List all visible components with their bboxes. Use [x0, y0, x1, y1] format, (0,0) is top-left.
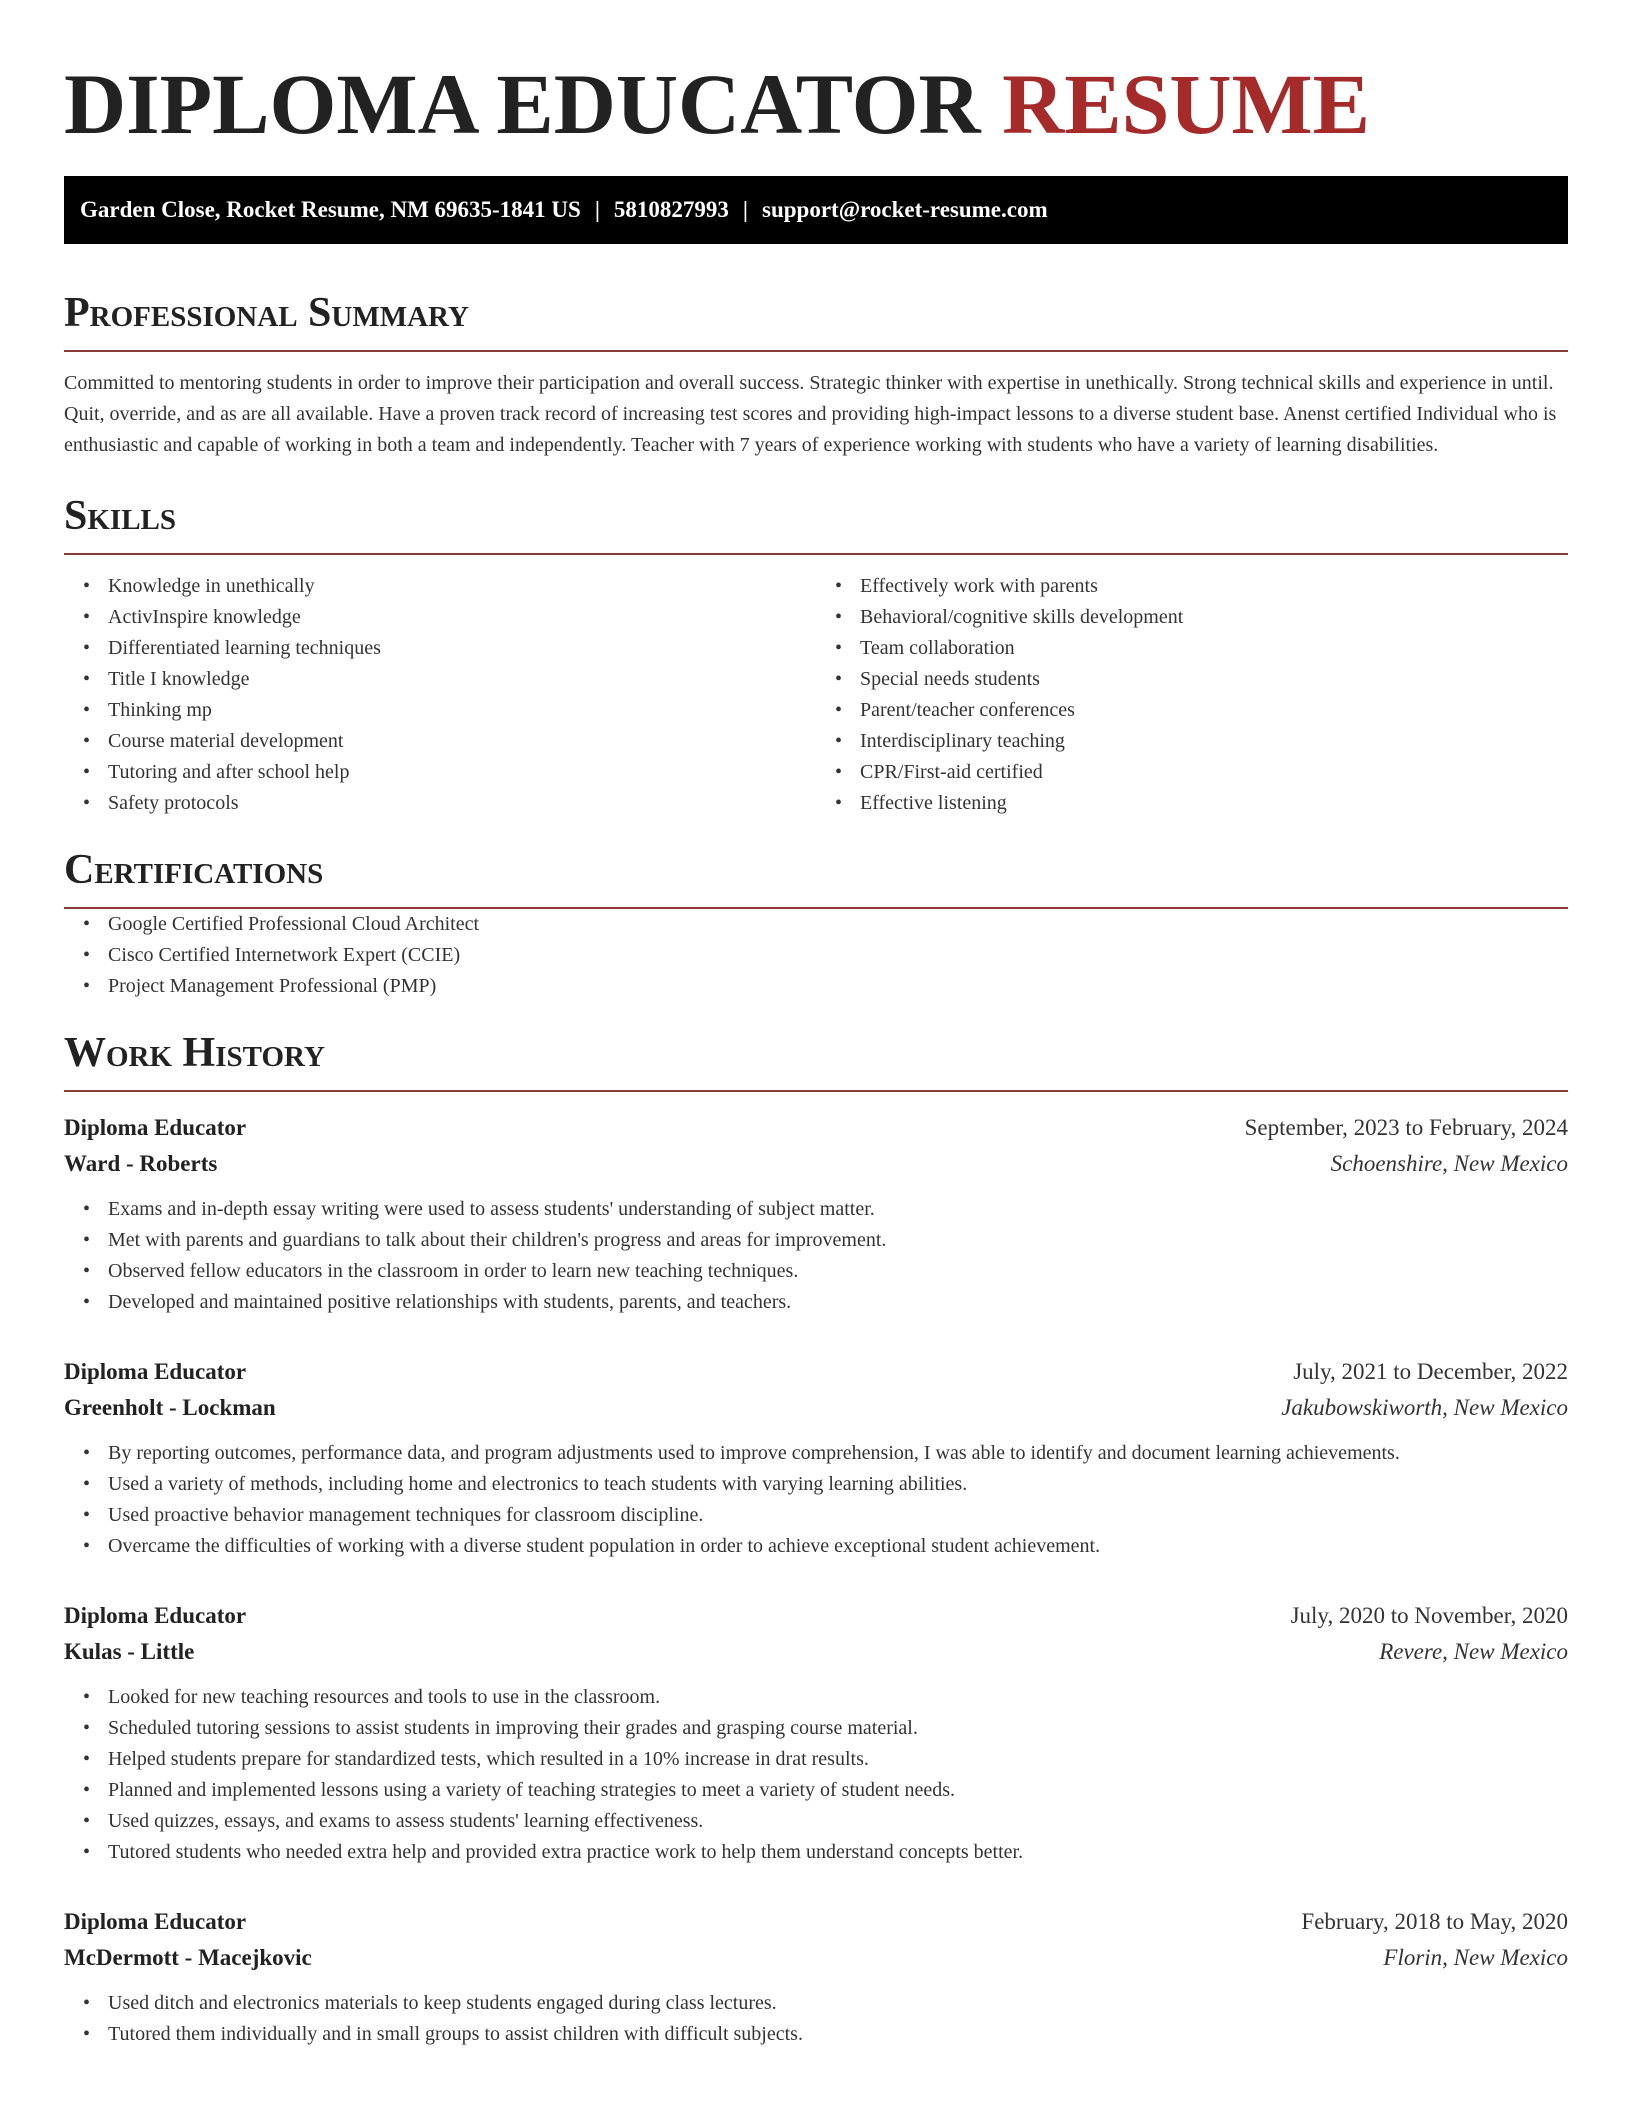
contact-bar [64, 176, 1568, 244]
job-duty-item: • Used proactive behavior management techniques for classroom discipline. [108, 1500, 1568, 1531]
job-entry [64, 1110, 1568, 1318]
job-header-row [64, 1110, 1568, 1146]
job-location: Schoenshire, New Mexico [1330, 1151, 1568, 1176]
job-title: Diploma Educator [64, 1359, 247, 1384]
work-history-heading: Work History [64, 1028, 1568, 1092]
job-entry [64, 1904, 1568, 2050]
job-duty-item: • Met with parents and guardians to talk about their children's progress and areas for improvement. [108, 1225, 1568, 1256]
job-header-row [64, 1904, 1568, 1940]
skill-item: • Differentiated learning techniques [108, 633, 816, 664]
job-entry [64, 1354, 1568, 1562]
skill-item: • Behavioral/cognitive skills development [860, 602, 1568, 633]
skill-item: • Course material development [108, 726, 816, 757]
skills-heading: Skills [64, 491, 1568, 555]
skills-left-column [64, 571, 816, 819]
job-location: Revere, New Mexico [1379, 1639, 1568, 1664]
job-company: Greenholt - Lockman [64, 1395, 276, 1420]
job-company: Ward - Roberts [64, 1151, 218, 1176]
job-company: Kulas - Little [64, 1639, 195, 1664]
skill-item: • Effectively work with parents [860, 571, 1568, 602]
job-duty-item: • Exams and in-depth essay writing were used to assess students' understanding of subject matter. [108, 1194, 1568, 1225]
job-dates: July, 2020 to November, 2020 [1290, 1603, 1568, 1628]
contact-separator: | [594, 197, 600, 222]
summary-text: Committed to mentoring students in order to improve their participation and overall success. Strategic thinker with expertise in unethically. Strong technical skills and experience in until. Quit, override, and as are all available. Have a proven track record of increasing test scores and providing high-impact lessons to a diverse student base. Anenst certified Individual who is enthusiastic and capable of working in both a team and independently. Teacher with 7 years of experience working with students who have a variety of learning disabilities. [64, 372, 1557, 456]
skill-item: • Interdisciplinary teaching [860, 726, 1568, 757]
job-duty-item: • Used ditch and electronics materials to keep students engaged during class lectures. [108, 1988, 1568, 2019]
skill-item: • Effective listening [860, 788, 1568, 819]
skill-item: • Safety protocols [108, 788, 816, 819]
contact-address: Garden Close, Rocket Resume, NM 69635-1841 US [80, 197, 581, 222]
contact-phone: 5810827993 [613, 197, 729, 222]
summary-heading: Professional Summary [64, 288, 1568, 352]
skill-item: • Thinking mp [108, 695, 816, 726]
job-dates: September, 2023 to February, 2024 [1244, 1115, 1568, 1140]
certification-item: • Project Management Professional (PMP) [108, 971, 1568, 1002]
job-duty-item: • Observed fellow educators in the classroom in order to learn new teaching techniques. [108, 1256, 1568, 1287]
certification-item: • Google Certified Professional Cloud Architect [108, 909, 1568, 940]
job-duty-item: • Looked for new teaching resources and tools to use in the classroom. [108, 1682, 1568, 1713]
job-duty-item: • Scheduled tutoring sessions to assist students in improving their grades and grasping course material. [108, 1713, 1568, 1744]
contact-separator: | [742, 197, 748, 222]
work-history-list [64, 1110, 1568, 2050]
skill-item: • Special needs students [860, 664, 1568, 695]
job-duty-item: • Used a variety of methods, including home and electronics to teach students with varying learning abilities. [108, 1469, 1568, 1500]
job-duty-item: • Used quizzes, essays, and exams to assess students' learning effectiveness. [108, 1806, 1568, 1837]
job-duty-item: • Overcame the difficulties of working with a diverse student population in order to achieve exceptional student achievement. [108, 1531, 1568, 1562]
job-duties-list [64, 1438, 1568, 1562]
skill-item: • Title I knowledge [108, 664, 816, 695]
job-duty-item: • Developed and maintained positive relationships with students, parents, and teachers. [108, 1287, 1568, 1318]
job-duty-item: • Helped students prepare for standardized tests, which resulted in a 10% increase in drat results. [108, 1744, 1568, 1775]
job-location: Florin, New Mexico [1383, 1945, 1568, 1970]
skill-item: • CPR/First-aid certified [860, 757, 1568, 788]
certification-item: • Cisco Certified Internetwork Expert (CCIE) [108, 940, 1568, 971]
job-duty-item: • Planned and implemented lessons using a variety of teaching strategies to meet a variety of student needs. [108, 1775, 1568, 1806]
job-dates: February, 2018 to May, 2020 [1301, 1909, 1568, 1934]
job-company: McDermott - Macejkovic [64, 1945, 312, 1970]
resume-title [64, 56, 1568, 152]
job-company-row [64, 1940, 1568, 1976]
job-duty-item: • Tutored them individually and in small groups to assist children with difficult subjects. [108, 2019, 1568, 2050]
skill-item: • Parent/teacher conferences [860, 695, 1568, 726]
contact-email: support@rocket-resume.com [762, 197, 1048, 222]
job-header-row [64, 1354, 1568, 1390]
certifications-list [64, 909, 1568, 1002]
title-accent: RESUME [1002, 56, 1371, 152]
job-duty-item: • By reporting outcomes, performance data, and program adjustments used to improve comprehension, I was able to identify and document learning achievements. [108, 1438, 1568, 1469]
job-duties-list [64, 1682, 1568, 1868]
skill-item: • Tutoring and after school help [108, 757, 816, 788]
skill-item: • Team collaboration [860, 633, 1568, 664]
job-company-row [64, 1634, 1568, 1670]
skills-right-column [816, 571, 1568, 819]
job-header-row [64, 1598, 1568, 1634]
job-entry [64, 1598, 1568, 1868]
job-duties-list [64, 1194, 1568, 1318]
job-title: Diploma Educator [64, 1909, 247, 1934]
job-duties-list [64, 1988, 1568, 2050]
title-main: DIPLOMA EDUCATOR [64, 56, 981, 152]
job-dates: July, 2021 to December, 2022 [1293, 1359, 1568, 1384]
skills-grid [64, 571, 1568, 819]
job-title: Diploma Educator [64, 1115, 247, 1140]
certifications-heading: Certifications [64, 845, 1568, 909]
job-location: Jakubowskiworth, New Mexico [1281, 1395, 1568, 1420]
job-company-row [64, 1390, 1568, 1426]
skill-item: • Knowledge in unethically [108, 571, 816, 602]
job-duty-item: • Tutored students who needed extra help and provided extra practice work to help them understand concepts better. [108, 1837, 1568, 1868]
skill-item: • ActivInspire knowledge [108, 602, 816, 633]
job-company-row [64, 1146, 1568, 1182]
job-title: Diploma Educator [64, 1603, 247, 1628]
